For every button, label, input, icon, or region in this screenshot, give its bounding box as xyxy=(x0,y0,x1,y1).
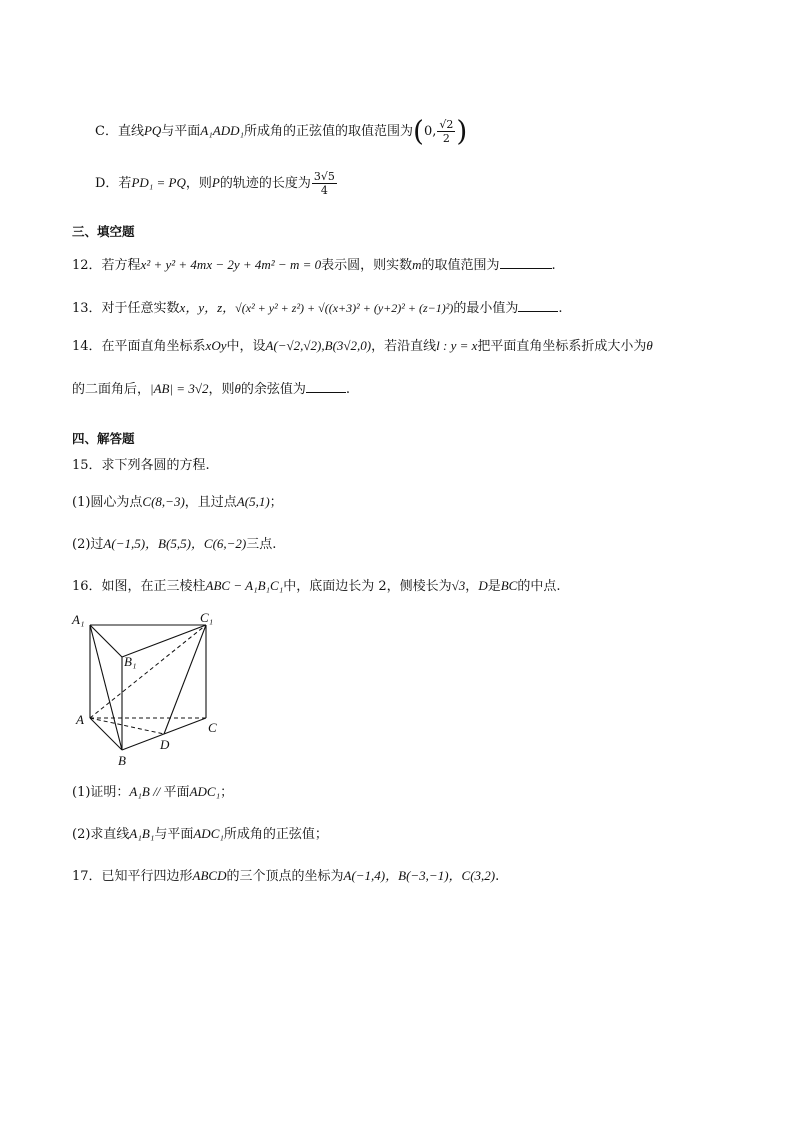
option-d-text: ，则 xyxy=(185,176,212,191)
answer-blank[interactable] xyxy=(500,254,552,269)
prism-figure xyxy=(68,610,228,770)
q14-label: 14．在平面直角坐标系 xyxy=(72,339,206,354)
q17-label: 17．已知平行四边形 xyxy=(72,869,193,884)
math-point-a: A(5,1) xyxy=(236,494,270,509)
q15-p2-end: 三点. xyxy=(246,537,277,552)
frac-den: 2 xyxy=(442,132,450,145)
q14-text4: 的二面角后， xyxy=(72,382,151,397)
section-heading-fill-in: 三、填空题 xyxy=(72,224,135,239)
frac-den: 4 xyxy=(320,184,328,197)
fraction-sqrt2-over-2 xyxy=(437,118,455,145)
math-theta: θ xyxy=(646,338,653,353)
label-c1: C₁ xyxy=(200,610,214,625)
frac-num: 3√5 xyxy=(313,170,335,183)
edge-a1b1 xyxy=(90,625,122,657)
question-15-part2 xyxy=(72,534,276,555)
math-prism: ABC − A₁B₁C₁ xyxy=(205,578,284,593)
q16-text: 中，底面边长为 2，侧棱长为 xyxy=(283,579,452,594)
question-14-line1 xyxy=(72,336,653,357)
q15-p1-text: (1)圆心为点 xyxy=(72,495,143,510)
fraction-3sqrt5-over-4 xyxy=(312,170,337,197)
q16-text3: 的中点. xyxy=(517,579,561,594)
q12-text: 表示圆，则实数 xyxy=(321,258,413,273)
q16-p1-text: (1)证明： xyxy=(72,785,130,800)
q16-p2-text: (2)求直线 xyxy=(72,827,130,842)
paren-left: ( xyxy=(413,114,424,148)
question-17 xyxy=(72,866,499,887)
q13-text: 的最小值为 xyxy=(453,301,519,316)
q14-points: A(−√2,√2),B(3√2,0) xyxy=(265,338,372,353)
option-c-text2: 所成角的正弦值的取值范围为 xyxy=(244,124,414,139)
option-d xyxy=(95,170,338,197)
question-16-part1 xyxy=(72,782,233,803)
label-b: B xyxy=(118,753,126,768)
answer-blank[interactable] xyxy=(306,378,346,393)
range-zero: 0, xyxy=(423,124,437,139)
math-points: A(−1,4)，B(−3,−1)，C(3,2) xyxy=(343,868,496,883)
q14-text5: ，则 xyxy=(208,382,235,397)
math-xoy: xOy xyxy=(205,338,227,353)
math-plane-adc1: ADC₁ xyxy=(193,826,224,841)
section-heading-solutions: 四、解答题 xyxy=(72,431,135,446)
math-a1b: A₁B // xyxy=(129,784,164,799)
math-abcd: ABCD xyxy=(192,868,227,883)
q14-text6: 的余弦值为 xyxy=(240,382,306,397)
q14-text2: ，若沿直线 xyxy=(371,339,437,354)
q16-label: 16．如图，在正三棱柱 xyxy=(72,579,206,594)
math-bc: BC xyxy=(500,578,518,593)
math-pq: PQ xyxy=(143,123,162,138)
q15-p1-end: ； xyxy=(269,495,283,510)
q13-end: . xyxy=(558,301,563,316)
q12-end: . xyxy=(551,258,556,273)
label-d: D xyxy=(160,737,170,752)
q16-p2-text3: 所成角的正弦值； xyxy=(223,827,328,842)
label-a1: A₁ xyxy=(72,612,85,627)
math-theta: θ xyxy=(234,381,241,396)
question-15-title: 15．求下列各圆的方程. xyxy=(72,458,210,473)
paren-right: ) xyxy=(456,114,468,148)
q16-p1-end: ； xyxy=(220,785,234,800)
question-13 xyxy=(72,297,562,319)
q13-vars: x，y，z， xyxy=(179,300,236,315)
q13-label: 13．对于任意实数 xyxy=(72,301,180,316)
math-points: A(−1,5)，B(5,5)，C(6,−2) xyxy=(103,536,247,551)
label-c: C xyxy=(208,720,217,735)
q14-text: 中，设 xyxy=(226,339,266,354)
edge-ab xyxy=(90,718,122,750)
math-p: P xyxy=(211,175,220,190)
question-14-line2 xyxy=(72,378,350,400)
math-ab: |AB| = 3√2 xyxy=(150,381,209,396)
question-12 xyxy=(72,254,556,276)
math-a1b1: A₁B₁ xyxy=(129,826,155,841)
label-b1: B₁ xyxy=(124,654,137,669)
q17-end: . xyxy=(495,869,500,884)
math-cond: PD₁ = PQ xyxy=(131,175,186,190)
math-sqrt3: √3 xyxy=(451,578,466,593)
q16-p2-text2: 与平面 xyxy=(154,827,194,842)
q17-text: 的三个顶点的坐标为 xyxy=(226,869,344,884)
question-16-part2 xyxy=(72,824,328,845)
option-d-prefix: D．若 xyxy=(95,176,132,191)
segment-a1b xyxy=(90,625,122,750)
option-d-text2: 的轨迹的长度为 xyxy=(219,176,311,191)
q14-end: . xyxy=(345,382,351,397)
math-point-c: C(8,−3) xyxy=(142,494,185,509)
q16-comma: ， xyxy=(465,579,479,594)
option-c xyxy=(95,114,468,148)
q15-p2-text: (2)过 xyxy=(72,537,104,552)
edge-b1c1 xyxy=(122,625,206,657)
segment-ad-hidden xyxy=(90,718,164,734)
question-16 xyxy=(72,576,560,597)
q13-expression: √(x² + y² + z²) + √((x+3)² + (y+2)² + (z−1)²) xyxy=(235,301,454,315)
math-plane-adc1: ADC₁ xyxy=(189,784,221,799)
answer-blank[interactable] xyxy=(518,297,558,312)
option-c-text: 与平面 xyxy=(161,124,201,139)
math-d: D xyxy=(478,578,488,593)
q12-equation: x² + y² + 4mx − 2y + 4m² − m = 0 xyxy=(140,257,322,272)
q12-label: 12．若方程 xyxy=(72,258,141,273)
math-plane: A₁ADD₁ xyxy=(200,123,245,138)
math-line-l: l : y = x xyxy=(436,338,478,353)
q16-text2: 是 xyxy=(487,579,501,594)
math-m: m xyxy=(412,257,422,272)
label-a: A xyxy=(76,712,84,727)
question-15-part1 xyxy=(72,492,283,513)
q15-p1-text2: ，且过点 xyxy=(184,495,237,510)
option-c-prefix: C．直线 xyxy=(95,124,144,139)
q16-p1-text2: 平面 xyxy=(163,785,190,800)
frac-num: √2 xyxy=(439,118,454,131)
q14-text3: 把平面直角坐标系折成大小为 xyxy=(477,339,647,354)
q12-text2: 的取值范围为 xyxy=(421,258,500,273)
